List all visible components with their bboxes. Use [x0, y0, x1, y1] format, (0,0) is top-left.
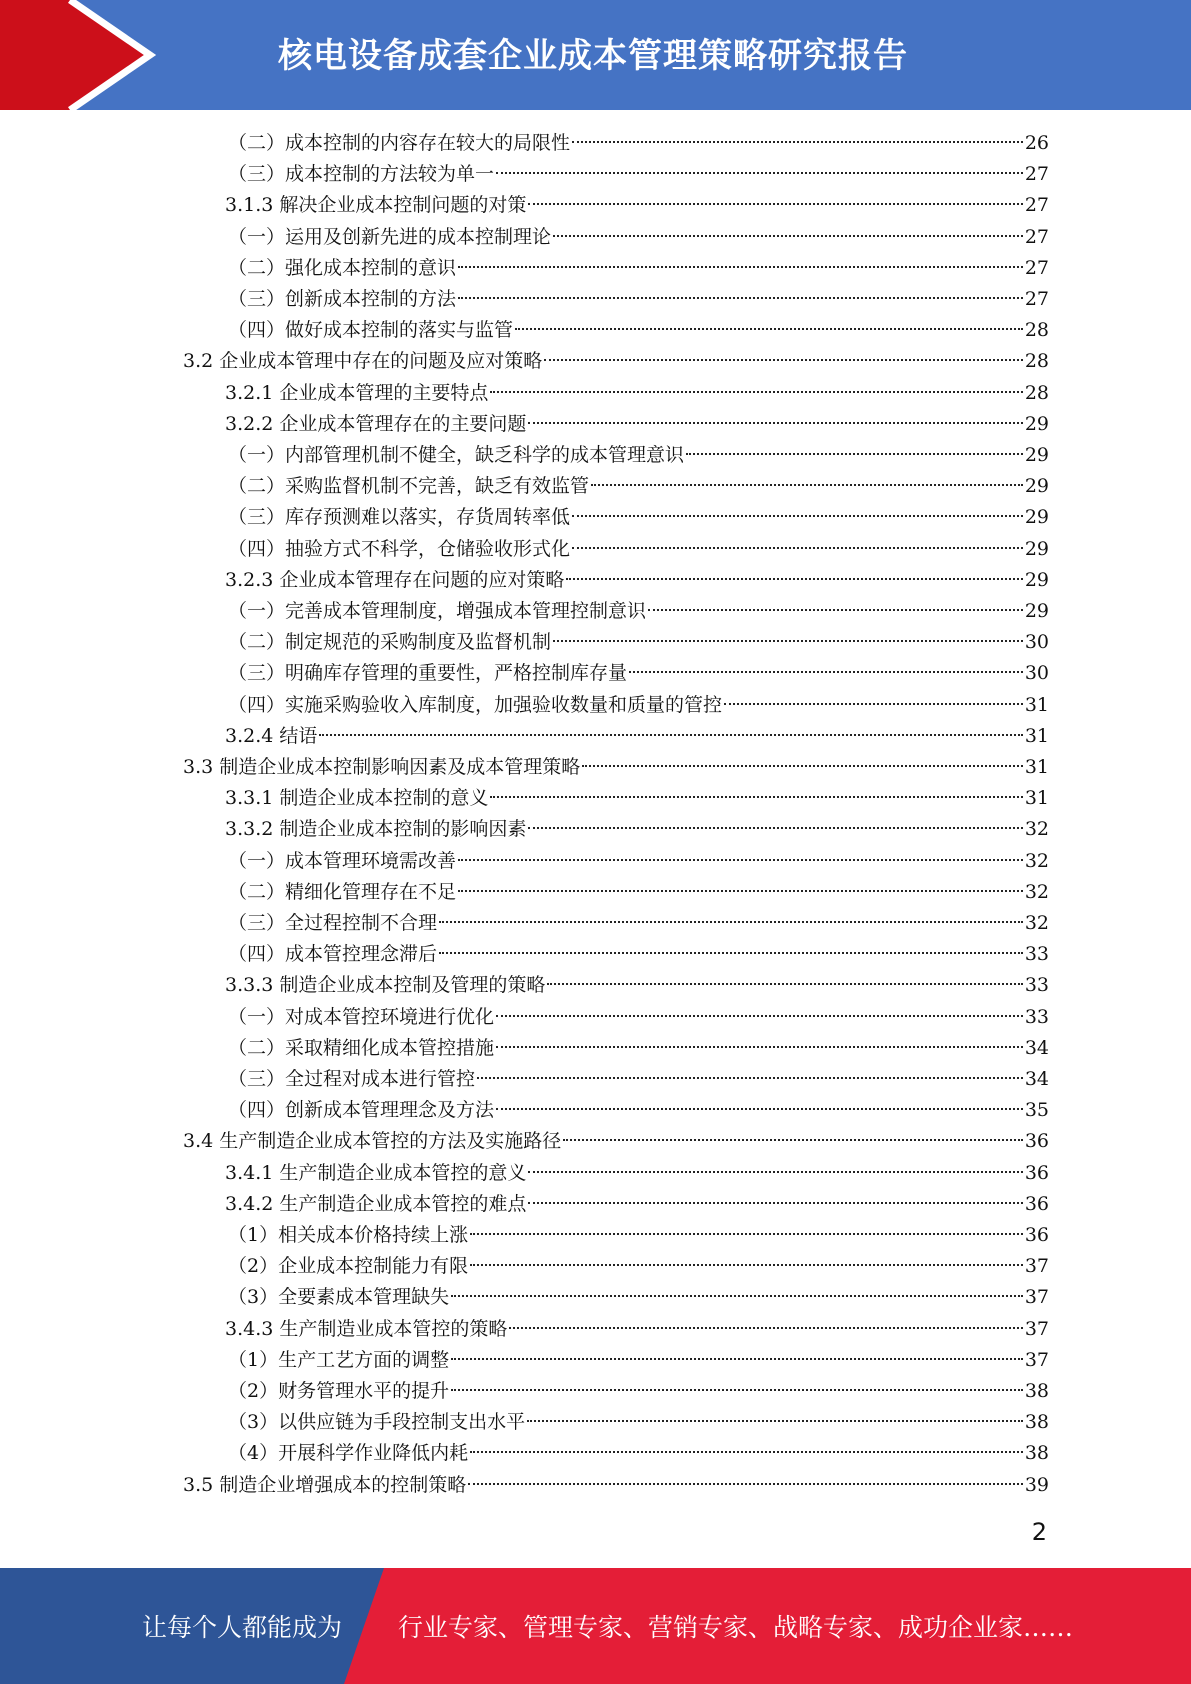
toc-entry[interactable]	[228, 315, 1049, 346]
toc-entry-page: 29	[1024, 537, 1049, 560]
toc-entry-page: 27	[1024, 256, 1049, 279]
toc-entry-page: 27	[1024, 225, 1049, 248]
toc-entry-page: 32	[1024, 912, 1049, 934]
toc-dot-leader	[439, 951, 1023, 954]
toc-dot-leader	[648, 608, 1023, 611]
toc-dot-leader	[544, 358, 1023, 361]
toc-entry-page: 29	[1024, 600, 1049, 622]
toc-entry[interactable]	[225, 1314, 1049, 1345]
toc-entry-page: 36	[1024, 1161, 1049, 1184]
toc-entry-title: 3.2.1 企业成本管理的主要特点	[225, 381, 489, 404]
toc-dot-leader	[496, 1014, 1023, 1017]
toc-entry-page: 38	[1024, 1411, 1049, 1434]
page-footer	[0, 1568, 1191, 1684]
toc-entry[interactable]	[228, 440, 1049, 471]
toc-dot-leader	[528, 826, 1022, 829]
toc-dot-leader	[496, 171, 1023, 174]
toc-dot-leader	[572, 140, 1023, 143]
toc-entry-title: 3.2.2 企业成本管理存在的主要问题	[225, 412, 527, 435]
toc-entry-title: （四）创新成本管理理念及方法	[228, 1099, 495, 1122]
toc-entry[interactable]	[183, 1126, 1049, 1157]
toc-entry[interactable]	[228, 222, 1049, 253]
toc-entry-title: （三）明确库存管理的重要性，严格控制库存量	[228, 662, 628, 685]
toc-entry[interactable]	[228, 284, 1049, 315]
toc-dot-leader	[490, 390, 1022, 393]
toc-entry-page: 32	[1024, 849, 1049, 872]
toc-entry[interactable]	[228, 1033, 1049, 1064]
toc-entry[interactable]	[183, 752, 1049, 783]
toc-entry-page: 29	[1024, 475, 1049, 498]
toc-entry-page: 31	[1024, 693, 1049, 716]
toc-entry-page: 36	[1024, 1224, 1049, 1246]
toc-entry[interactable]	[183, 1470, 1049, 1501]
toc-entry-title: （1）生产工艺方面的调整	[228, 1348, 450, 1371]
toc-entry[interactable]	[225, 565, 1049, 596]
toc-entry-title: 3.3.1 制造企业成本控制的意义	[225, 787, 489, 810]
toc-entry-title: （二）成本控制的内容存在较大的局限性	[228, 132, 571, 154]
toc-entry-page: 29	[1024, 506, 1049, 529]
toc-entry-page: 37	[1024, 1255, 1049, 1278]
toc-dot-leader	[566, 577, 1022, 580]
toc-entry-page: 33	[1024, 943, 1049, 966]
toc-entry-title: （3）以供应链为手段控制支出水平	[228, 1411, 526, 1434]
toc-dot-leader	[527, 1419, 1023, 1422]
toc-entry-page: 28	[1024, 381, 1049, 404]
toc-entry[interactable]	[228, 1376, 1049, 1407]
toc-entry[interactable]	[228, 1251, 1049, 1282]
toc-entry[interactable]	[228, 534, 1049, 565]
toc-entry[interactable]	[228, 128, 1049, 159]
toc-entry-page: 38	[1024, 1442, 1049, 1465]
toc-entry[interactable]	[228, 471, 1049, 502]
toc-entry[interactable]	[225, 970, 1049, 1001]
toc-entry-title: （二）采取精细化成本管控措施	[228, 1036, 495, 1059]
toc-dot-leader	[528, 202, 1022, 205]
toc-entry-page: 32	[1024, 818, 1049, 841]
toc-dot-leader	[629, 670, 1023, 673]
toc-entry-title: （4）开展科学作业降低内耗	[228, 1442, 469, 1465]
toc-entry-page: 34	[1024, 1036, 1049, 1059]
toc-entry[interactable]	[228, 877, 1049, 908]
toc-entry[interactable]	[228, 1220, 1049, 1251]
toc-dot-leader	[528, 1201, 1022, 1204]
toc-entry[interactable]	[228, 159, 1049, 190]
toc-entry-page: 34	[1024, 1068, 1049, 1090]
toc-dot-leader	[458, 858, 1023, 861]
toc-dot-leader	[724, 702, 1023, 705]
toc-dot-leader	[451, 1294, 1023, 1297]
toc-dot-leader	[458, 889, 1023, 892]
toc-entry-page: 31	[1024, 724, 1049, 747]
toc-dot-leader	[319, 733, 1022, 736]
toc-entry-title: （三）成本控制的方法较为单一	[228, 163, 495, 186]
toc-entry-title: （三）创新成本控制的方法	[228, 288, 457, 310]
footer-roles: 行业专家、管理专家、营销专家、战略专家、成功企业家……	[398, 1613, 1074, 1642]
toc-entry[interactable]	[228, 253, 1049, 284]
toc-dot-leader	[458, 296, 1023, 299]
report-title: 核电设备成套企业成本管理策略研究报告	[278, 36, 908, 76]
toc-entry-title: 3.4.1 生产制造企业成本管控的意义	[225, 1161, 527, 1184]
toc-dot-leader	[496, 1107, 1023, 1110]
toc-entry[interactable]	[228, 1282, 1049, 1313]
toc-dot-leader	[490, 795, 1022, 798]
toc-entry-title: （四）抽验方式不科学，仓储验收形式化	[228, 537, 571, 560]
toc-entry-page: 28	[1024, 350, 1049, 373]
toc-entry[interactable]	[228, 908, 1049, 939]
toc-entry[interactable]	[225, 783, 1049, 814]
toc-dot-leader	[528, 421, 1022, 424]
toc-entry[interactable]	[228, 939, 1049, 970]
toc-entry[interactable]	[228, 1438, 1049, 1469]
toc-entry-title: （二）强化成本控制的意识	[228, 256, 457, 279]
toc-entry-title: 3.5 制造企业增强成本的控制策略	[183, 1473, 467, 1496]
toc-entry-title: （一）内部管理机制不健全，缺乏科学的成本管理意识	[228, 444, 685, 466]
toc-entry-page: 38	[1024, 1380, 1049, 1402]
toc-entry-title: （四）成本管控理念滞后	[228, 943, 438, 966]
toc-entry[interactable]	[183, 346, 1049, 377]
toc-entry[interactable]	[228, 1095, 1049, 1126]
toc-entry-page: 26	[1024, 132, 1049, 154]
toc-entry[interactable]	[228, 1064, 1049, 1095]
toc-entry-page: 29	[1024, 444, 1049, 466]
toc-entry-page: 36	[1024, 1130, 1049, 1153]
toc-entry-page: 36	[1024, 1192, 1049, 1215]
toc-entry-title: 3.2.4 结语	[225, 724, 318, 747]
toc-entry-page: 37	[1024, 1286, 1049, 1309]
toc-entry-title: （二）精细化管理存在不足	[228, 880, 457, 903]
toc-entry[interactable]	[225, 378, 1049, 409]
toc-entry[interactable]	[228, 1345, 1049, 1376]
toc-entry-title: （三）全过程控制不合理	[228, 912, 438, 934]
footer-slogan: 让每个人都能成为	[142, 1613, 343, 1642]
toc-dot-leader	[528, 1170, 1022, 1173]
toc-dot-leader	[572, 546, 1023, 549]
toc-entry-page: 30	[1024, 662, 1049, 685]
toc-dot-leader	[470, 1450, 1023, 1453]
toc-entry-page: 30	[1024, 631, 1049, 654]
toc-dot-leader	[451, 1357, 1023, 1360]
toc-entry[interactable]	[228, 596, 1049, 627]
toc-dot-leader	[582, 764, 1023, 767]
toc-entry-page: 29	[1024, 568, 1049, 591]
toc-entry-page: 27	[1024, 194, 1049, 217]
toc-entry-title: （三）全过程对成本进行管控	[228, 1068, 476, 1090]
toc-entry-title: （一）对成本管控环境进行优化	[228, 1005, 495, 1028]
toc-entry-page: 31	[1024, 787, 1049, 810]
toc-entry-title: （一）完善成本管理制度，增强成本管理控制意识	[228, 600, 647, 622]
toc-dot-leader	[468, 1482, 1023, 1485]
toc-entry-page: 28	[1024, 319, 1049, 342]
toc-entry[interactable]	[225, 814, 1049, 845]
toc-entry[interactable]	[228, 502, 1049, 533]
toc-entry-title: （四）做好成本控制的落实与监管	[228, 319, 514, 342]
toc-dot-leader	[563, 1138, 1023, 1141]
toc-entry[interactable]	[225, 409, 1049, 440]
toc-entry-title: 3.3.3 制造企业成本控制及管理的策略	[225, 974, 546, 997]
toc-entry-page: 32	[1024, 880, 1049, 903]
toc-dot-leader	[553, 234, 1023, 237]
toc-entry-title: 3.4.2 生产制造企业成本管控的难点	[225, 1192, 527, 1215]
toc-entry[interactable]	[228, 1407, 1049, 1438]
toc-entry[interactable]	[225, 190, 1049, 221]
toc-dot-leader	[686, 452, 1023, 455]
toc-entry-title: （二）制定规范的采购制度及监督机制	[228, 631, 552, 654]
toc-entry-title: （1）相关成本价格持续上涨	[228, 1224, 469, 1246]
toc-entry-title: 3.4.3 生产制造业成本管控的策略	[225, 1317, 508, 1340]
toc-dot-leader	[547, 982, 1022, 985]
toc-entry[interactable]	[225, 721, 1049, 752]
toc-entry-title: （2）财务管理水平的提升	[228, 1380, 450, 1402]
toc-dot-leader	[451, 1388, 1023, 1391]
toc-entry-title: 3.2 企业成本管理中存在的问题及应对策略	[183, 350, 543, 373]
toc-dot-leader	[553, 639, 1023, 642]
toc-entry-title: 3.3.2 制造企业成本控制的影响因素	[225, 818, 527, 841]
toc-dot-leader	[572, 514, 1023, 517]
toc-entry[interactable]	[225, 1189, 1049, 1220]
toc-dot-leader	[458, 265, 1023, 268]
toc-entry-title: （二）采购监督机制不完善，缺乏有效监管	[228, 475, 590, 498]
page-header	[0, 0, 1191, 110]
toc-entry-title: （一）成本管理环境需改善	[228, 849, 457, 872]
toc-entry-title: 3.2.3 企业成本管理存在问题的应对策略	[225, 568, 565, 591]
toc-entry-page: 37	[1024, 1317, 1049, 1340]
toc-entry-title: （四）实施采购验收入库制度，加强验收数量和质量的管控	[228, 693, 723, 716]
toc-entry[interactable]	[225, 1158, 1049, 1189]
toc-entry-page: 35	[1024, 1099, 1049, 1122]
toc-entry-page: 27	[1024, 288, 1049, 310]
toc-entry-title: （2）企业成本控制能力有限	[228, 1255, 469, 1278]
toc-entry-page: 27	[1024, 163, 1049, 186]
toc-dot-leader	[496, 1045, 1023, 1048]
toc-dot-leader	[470, 1263, 1023, 1266]
toc-dot-leader	[509, 1326, 1022, 1329]
toc-dot-leader	[515, 327, 1023, 330]
toc-entry[interactable]	[228, 658, 1049, 689]
toc-entry-title: 3.3 制造企业成本控制影响因素及成本管理策略	[183, 756, 581, 778]
toc-entry-page: 33	[1024, 974, 1049, 997]
toc-entry-page: 29	[1024, 412, 1049, 435]
toc-dot-leader	[477, 1076, 1023, 1079]
toc-entry[interactable]	[228, 690, 1049, 721]
toc-entry-page: 39	[1024, 1473, 1049, 1496]
toc-entry[interactable]	[228, 627, 1049, 658]
toc-entry-page: 31	[1024, 756, 1049, 778]
toc-entry-page: 37	[1024, 1348, 1049, 1371]
page-number: 2	[1031, 1518, 1047, 1546]
toc-entry-title: （3）全要素成本管理缺失	[228, 1286, 450, 1309]
toc-entry-title: （一）运用及创新先进的成本控制理论	[228, 225, 552, 248]
toc-dot-leader	[470, 1232, 1023, 1235]
toc-entry[interactable]	[228, 1002, 1049, 1033]
toc-entry-title: 3.4 生产制造企业成本管控的方法及实施路径	[183, 1130, 562, 1153]
toc-entry[interactable]	[228, 846, 1049, 877]
toc-entry-page: 33	[1024, 1005, 1049, 1028]
toc-entry-title: 3.1.3 解决企业成本控制问题的对策	[225, 194, 527, 217]
toc-dot-leader	[439, 920, 1023, 923]
toc-entry-title: （三）库存预测难以落实，存货周转率低	[228, 506, 571, 529]
toc-dot-leader	[591, 483, 1023, 486]
